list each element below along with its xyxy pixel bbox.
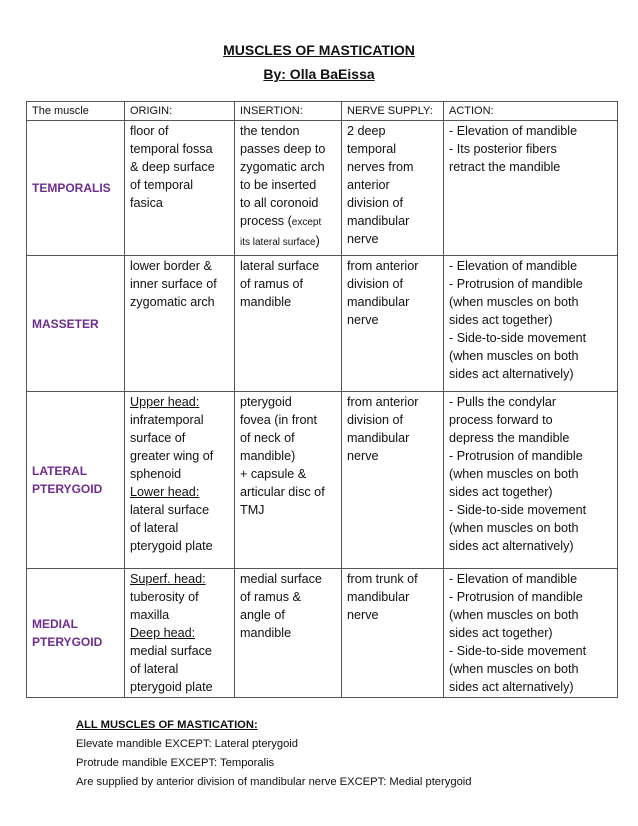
origin-line: & deep surface [130,160,215,174]
insertion-line: mandible) [240,449,296,463]
nerve-line: nerve [347,608,379,622]
action-cell [444,392,618,569]
muscle-name: PTERYGOID [32,635,103,649]
action-line: - Elevation of mandible [449,124,578,138]
action-line: - Pulls the condylar [449,395,557,409]
origin-line: sphenoid [130,467,182,481]
origin-line: of lateral [130,662,179,676]
header-action: ACTION: [444,102,618,121]
action-line: - Protrusion of mandible [449,277,583,291]
table-body [27,121,618,698]
origin-line: infratemporal [130,413,204,427]
action-line: (when muscles on both [449,608,579,622]
muscle-name: PTERYGOID [32,482,103,496]
origin-line: Upper head: [130,395,200,409]
document-author: By: Olla BaEissa [263,66,375,82]
origin-line: fasica [130,196,163,210]
table-header-row [27,102,618,121]
insertion-cell [235,121,342,256]
nerve-cell [342,256,444,392]
nerve-line: mandibular [347,590,410,604]
action-line: sides act alternatively) [449,680,574,694]
table-row [27,121,618,256]
origin-line: lower border & [130,259,212,273]
action-line: sides act alternatively) [449,367,574,381]
nerve-line: mandibular [347,431,410,445]
action-line: - Protrusion of mandible [449,590,583,604]
nerve-cell [342,569,444,698]
table-row [27,256,618,392]
muscle-name: LATERAL [32,464,88,478]
origin-line: tuberosity of [130,590,199,604]
origin-line: floor of [130,124,169,138]
insertion-line: passes deep to [240,142,326,156]
origin-line: temporal fossa [130,142,213,156]
origin-line: greater wing of [130,449,214,463]
origin-line: pterygoid plate [130,680,213,694]
nerve-line: from anterior [347,259,419,273]
action-line: depress the mandible [449,431,570,445]
muscle-name: TEMPORALIS [32,181,111,195]
insertion-line: + capsule & [240,467,307,481]
action-line: sides act together) [449,313,553,327]
action-line: sides act together) [449,485,553,499]
insertion-line: pterygoid [240,395,292,409]
muscle-name-cell [27,569,125,698]
table-row [27,569,618,698]
nerve-line: temporal [347,142,396,156]
nerve-line: mandibular [347,214,410,228]
insertion-line: process (except [240,214,322,228]
origin-cell [125,569,235,698]
insertion-line: articular disc of [240,485,325,499]
nerve-cell [342,121,444,256]
insertion-line: its lateral surface) [240,234,320,248]
nerve-line: nerve [347,449,379,463]
nerve-line: from anterior [347,395,419,409]
insertion-line: mandible [240,295,292,309]
action-line: - Elevation of mandible [449,572,578,586]
origin-line: zygomatic arch [130,295,215,309]
origin-line: Lower head: [130,485,200,499]
origin-line: Deep head: [130,626,196,640]
insertion-line: of neck of [240,431,295,445]
header-origin: ORIGIN: [125,102,235,121]
action-line: (when muscles on both [449,521,579,535]
nerve-line: nerves from [347,160,414,174]
muscle-name: MASSETER [32,316,99,331]
origin-line: inner surface of [130,277,217,291]
insertion-line: medial surface [240,572,322,586]
insertion-cell [235,256,342,392]
header-insertion: INSERTION: [235,102,342,121]
muscle-name: MEDIAL [32,617,78,631]
action-line: (when muscles on both [449,349,579,363]
action-line: retract the mandible [449,160,561,174]
action-line: (when muscles on both [449,662,579,676]
insertion-line: of ramus of [240,277,303,291]
nerve-line: nerve [347,232,379,246]
nerve-line: 2 deep [347,124,386,138]
origin-line: pterygoid plate [130,539,213,553]
insertion-line: the tendon [240,124,300,138]
action-line: sides act alternatively) [449,539,574,553]
origin-line: of temporal [130,178,193,192]
insertion-line: angle of [240,608,285,622]
table-row [27,392,618,569]
document-title: MUSCLES OF MASTICATION [223,42,415,58]
action-line: - Side-to-side movement [449,331,587,345]
insertion-cell [235,392,342,569]
origin-line: surface of [130,431,186,445]
insertion-line: TMJ [240,503,265,517]
action-line: - Protrusion of mandible [449,449,583,463]
nerve-line: division of [347,413,404,427]
header-muscle: The muscle [27,102,125,121]
origin-line: medial surface [130,644,212,658]
action-line: - Side-to-side movement [449,644,587,658]
origin-cell [125,392,235,569]
action-line: (when muscles on both [449,295,579,309]
insertion-line: lateral surface [240,259,320,273]
nerve-line: mandibular [347,295,410,309]
insertion-cell [235,569,342,698]
action-cell [444,569,618,698]
notes-line: Elevate mandible EXCEPT: Lateral pterygoid [76,738,299,750]
nerve-line: anterior [347,178,390,192]
insertion-line: mandible [240,626,292,640]
summary-notes [76,716,472,792]
origin-cell [125,256,235,392]
origin-line: of lateral [130,521,179,535]
action-line: - Its posterior fibers [449,142,557,156]
action-line: - Side-to-side movement [449,503,587,517]
notes-line: Are supplied by anterior division of mandibular nerve EXCEPT: Medial pterygoid [76,776,472,788]
insertion-line: fovea (in front [240,413,318,427]
action-line: - Elevation of mandible [449,259,578,273]
insertion-line: of ramus & [240,590,301,604]
insertion-line: to be inserted [240,178,317,192]
nerve-line: division of [347,196,404,210]
action-line: sides act together) [449,626,553,640]
action-line: process forward to [449,413,553,427]
insertion-line: to all coronoid [240,196,319,210]
notes-line: Protrude mandible EXCEPT: Temporalis [76,757,275,769]
insertion-line: zygomatic arch [240,160,325,174]
origin-cell [125,121,235,256]
origin-line: maxilla [130,608,170,622]
nerve-cell [342,392,444,569]
nerve-line: division of [347,277,404,291]
header-nerve-supply: NERVE SUPPLY: [342,102,444,121]
muscle-name-cell [27,121,125,256]
muscles-table [26,101,618,698]
muscle-name-cell [27,256,125,392]
muscle-name-cell [27,392,125,569]
action-line: (when muscles on both [449,467,579,481]
nerve-line: from trunk of [347,572,418,586]
action-cell [444,121,618,256]
nerve-line: nerve [347,313,379,327]
origin-line: Superf. head: [130,572,206,586]
notes-heading: ALL MUSCLES OF MASTICATION: [76,719,258,731]
origin-line: lateral surface [130,503,210,517]
action-cell [444,256,618,392]
